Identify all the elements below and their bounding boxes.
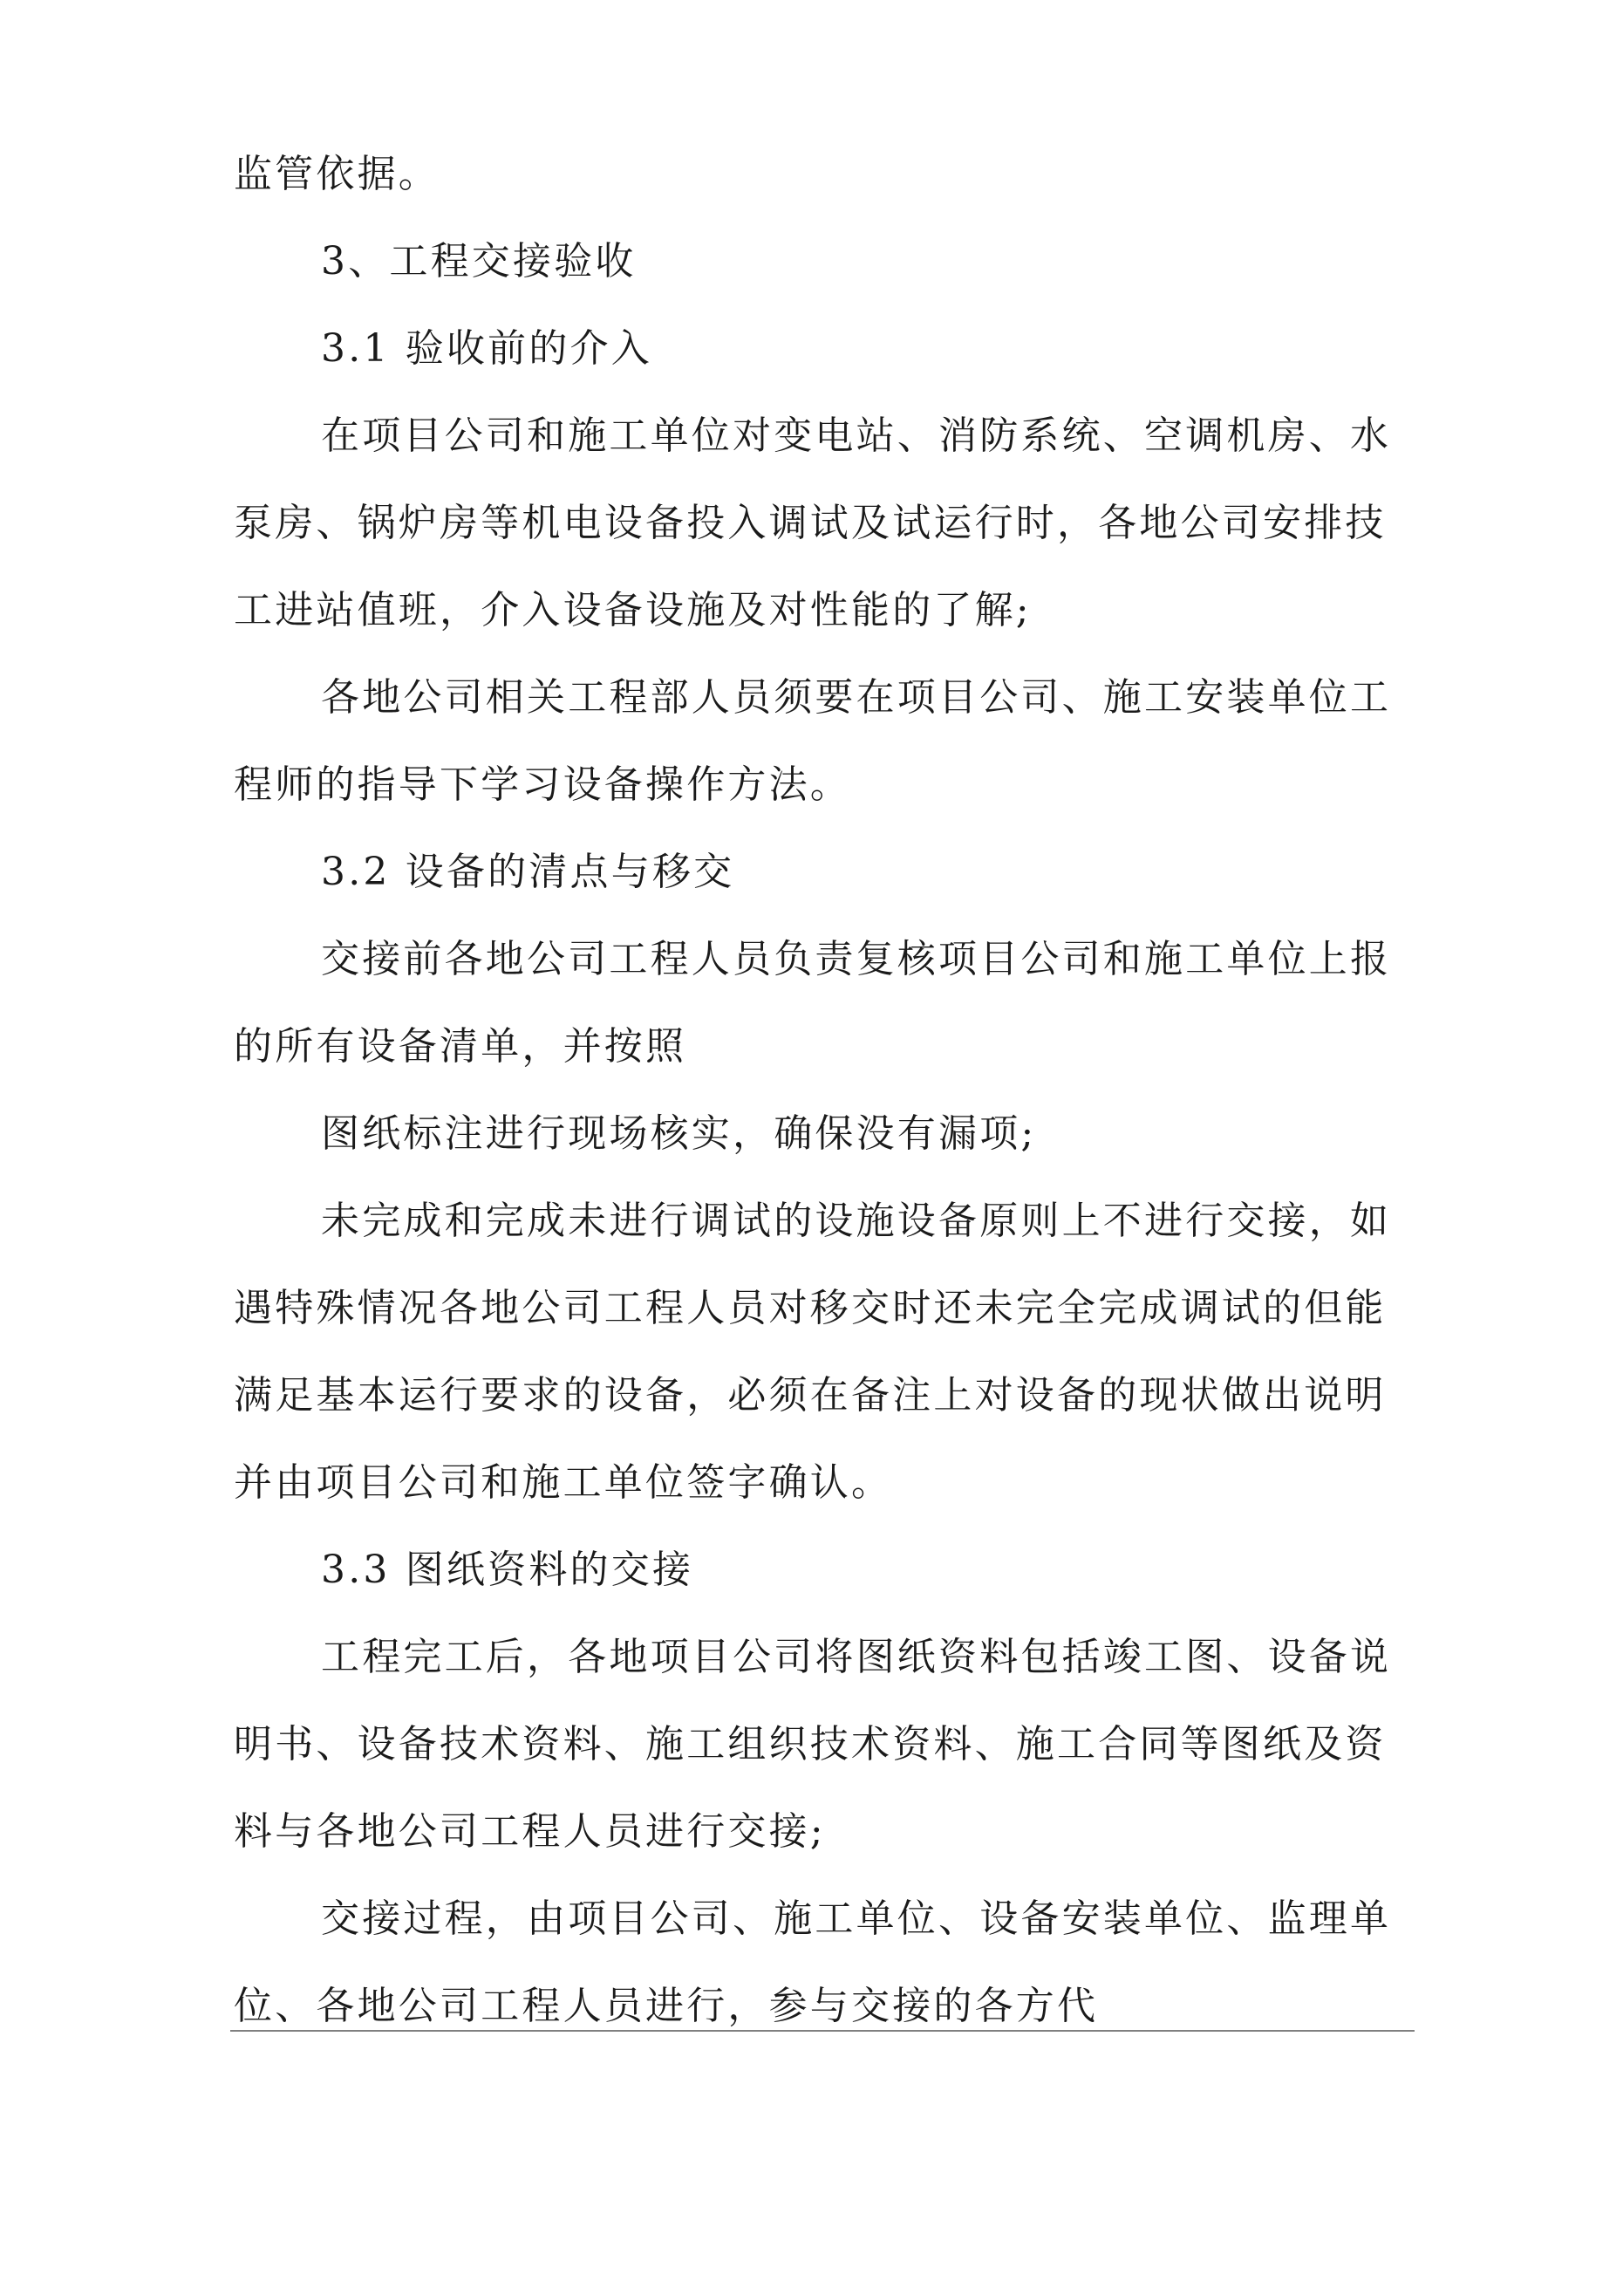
text-line: 未完成和完成未进行调试的设施设备原则上不进行交接，如 <box>321 1199 1392 1243</box>
subsection-heading: 3.1 验收前的介入 <box>321 326 652 371</box>
text-line: 图纸标注进行现场核实，确保没有漏项; <box>321 1111 1037 1156</box>
subsection-heading: 3.3 图纸资料的交接 <box>321 1548 694 1592</box>
text-line: 工进站值班，介入设备设施及对性能的了解; <box>234 588 1032 632</box>
text-line: 明书、设备技术资料、施工组织技术资料、施工合同等图纸及资 <box>234 1722 1387 1766</box>
text-line: 交接前各地公司工程人员负责复核项目公司和施工单位上报 <box>321 937 1392 981</box>
text-line: 在项目公司和施工单位对变电站、消防系统、空调机房、水 <box>321 413 1392 458</box>
section-heading: 3、工程交接验收 <box>321 239 637 284</box>
text-line: 位、各地公司工程人员进行，参与交接的各方代 <box>234 1984 1099 2028</box>
text-line: 交接过程，由项目公司、施工单位、设备安装单位、监理单 <box>321 1896 1392 1941</box>
text-line: 工程完工后，各地项目公司将图纸资料包括竣工图、设备说 <box>321 1635 1392 1679</box>
subsection-heading: 3.2 设备的清点与移交 <box>321 850 735 894</box>
text-line: 各地公司相关工程部人员须要在项目公司、施工安装单位工 <box>321 675 1392 720</box>
text-line: 遇特殊情况各地公司工程人员对移交时还未完全完成调试的但能 <box>234 1286 1387 1330</box>
text-line: 程师的指导下学习设备操作方法。 <box>234 762 851 807</box>
text-line: 的所有设备清单，并按照 <box>234 1024 687 1069</box>
text-line: 料与各地公司工程人员进行交接; <box>234 1809 826 1854</box>
text-line: 并由项目公司和施工单位签字确认。 <box>234 1460 893 1505</box>
document-body <box>234 131 1415 2050</box>
text-line: 满足基本运行要求的设备，必须在备注上对设备的现状做出说明 <box>234 1373 1387 1418</box>
footer-divider <box>230 2030 1415 2032</box>
text-line: 监管依据。 <box>234 152 440 196</box>
text-line: 泵房、锅炉房等机电设备投入调试及试运行时，各地公司安排技 <box>234 501 1387 545</box>
